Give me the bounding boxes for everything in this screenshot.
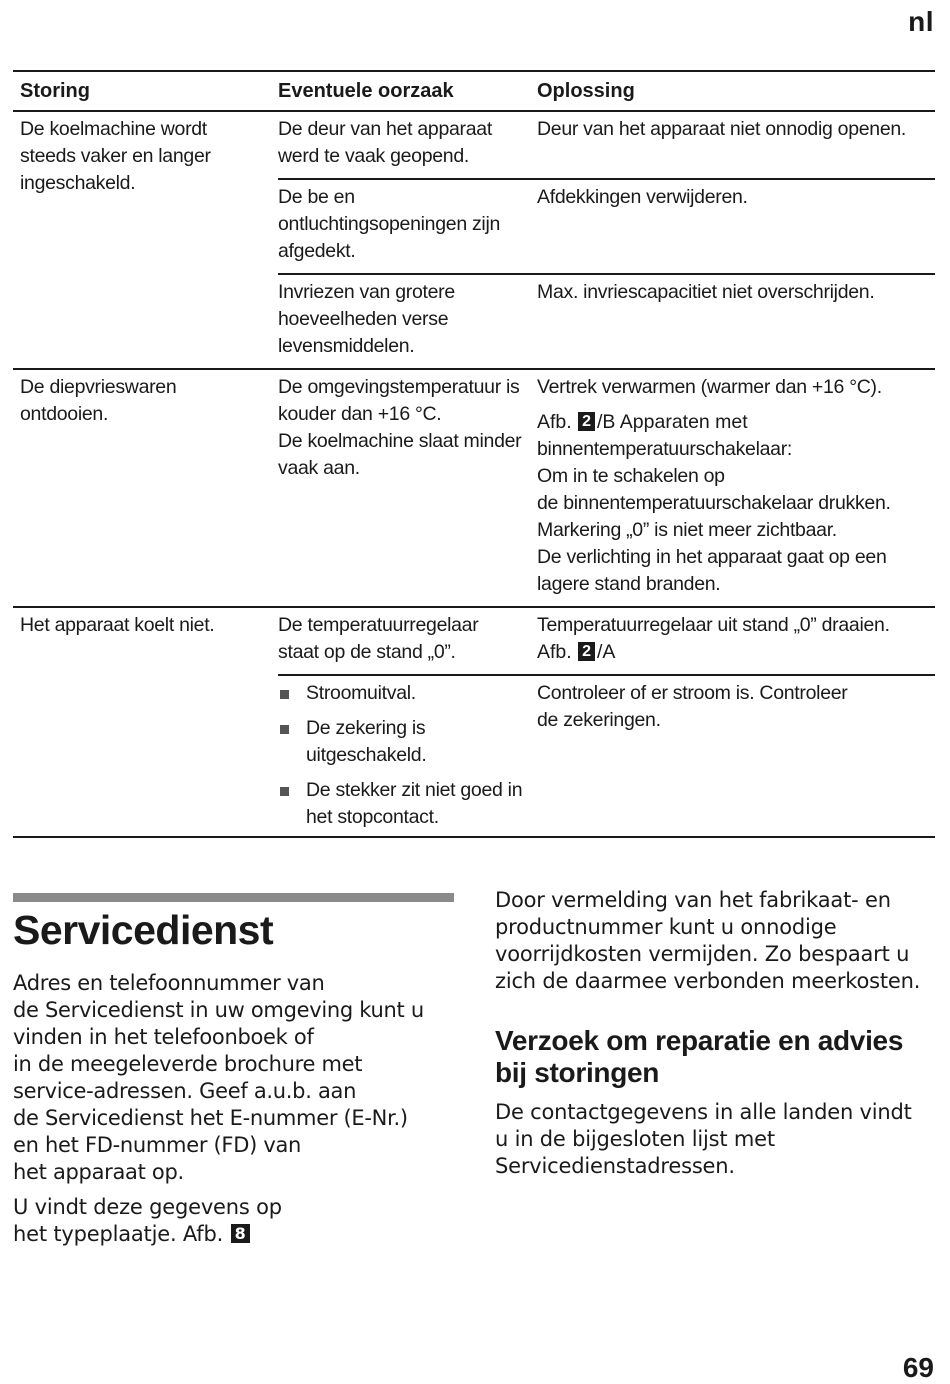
typeplate-line: [13, 1221, 463, 1248]
bullet-item: De stekker zit niet goed in het stopcontact.: [278, 777, 528, 831]
row-divider: [278, 674, 935, 676]
storing-cell: De koelmachine wordt steeds vaker en langer ingeschakeld.: [20, 118, 211, 194]
language-code: nl: [908, 6, 934, 37]
service-paragraph: Adres en telefoonnummer van de Servicedienst in uw omgeving kunt u vinden in het telefoonboek of in de meegeleverde brochure met service-adressen. Geef a.u.b. aan de Servicedienst het E-nummer (E-Nr.) en het FD-nummer (FD) van het apparaat op.: [13, 971, 424, 1184]
cause-text: De koelmachine slaat minder vaak aan.: [278, 430, 522, 479]
row-divider: [278, 273, 935, 275]
storing-cell: De diepvrieswaren ontdooien.: [20, 376, 177, 425]
subsection-title: Verzoek om reparatie en advies bij storingen: [495, 1025, 904, 1088]
storing-cell: Het apparaat koelt niet.: [20, 614, 215, 636]
page-number: 69: [902, 1352, 934, 1383]
row-divider: [278, 178, 935, 180]
section-title: Servicedienst: [13, 907, 274, 953]
solution-cell: [537, 374, 932, 598]
typeplate-line: U vindt deze gegevens op: [13, 1195, 282, 1219]
cause-cell: De deur van het apparaat werd te vaak geopend.: [278, 118, 492, 167]
cause-cell: [278, 374, 528, 482]
cause-cell: De temperatuurregelaar staat op de stand „0”.: [278, 614, 479, 663]
figure-ref: Afb.: [537, 411, 572, 433]
figure-badge: 8: [231, 1224, 250, 1243]
table-row: [13, 608, 935, 836]
cause-cell: De be en ontluchtingsopeningen zijn afgedekt.: [278, 186, 501, 262]
figure-ref-suffix: /A: [597, 641, 616, 663]
table-row: [13, 370, 935, 606]
solution-cell: Deur van het apparaat niet onnodig openen.: [537, 118, 907, 140]
service-text: [13, 970, 463, 1248]
section-bar: [13, 893, 454, 902]
typeplate-ref: het typeplaatje. Afb.: [13, 1222, 224, 1246]
bullet-item: De zekering is uitgeschakeld.: [278, 715, 528, 769]
figure-badge: 2: [578, 412, 595, 431]
solution-steps: binnentemperatuurschakelaar: Om in te schakelen op de binnentemperatuurschakelaar drukken. Markering „0” is niet meer zichtbaar. De verlichting in het apparaat gaat op een lagere stand branden.: [537, 438, 891, 595]
figure-ref-suffix: /B Apparaten met: [597, 411, 748, 433]
bullet-item: Stroomuitval.: [278, 680, 528, 707]
table-header: [13, 72, 935, 112]
solution-cell: Afdekkingen verwijderen.: [537, 186, 748, 208]
table-row: [13, 112, 935, 368]
troubleshooting-table: [13, 70, 935, 838]
service-right-paragraph: Door vermelding van het fabrikaat- en productnummer kunt u onnodige voorrijdkosten vermijden. Zo bespaart u zich de daarmee verbonden meerkosten.: [495, 888, 921, 993]
contact-paragraph: De contactgegevens in alle landen vindt u in de bijgesloten lijst met Servicedienstadressen.: [495, 1100, 912, 1178]
solution-text: Temperatuurregelaar uit stand „0” draaien.: [537, 614, 890, 636]
header-storing: Storing: [20, 79, 90, 102]
cause-text: De omgevingstemperatuur is kouder dan +16 °C.: [278, 376, 520, 425]
figure-ref: Afb.: [537, 641, 572, 663]
solution-cell: Controleer of er stroom is. Controleer de zekeringen.: [537, 682, 848, 731]
header-oplossing: Oplossing: [537, 79, 635, 102]
solution-text: [537, 639, 932, 666]
solution-text: Vertrek verwarmen (warmer dan +16 °C).: [537, 376, 882, 398]
cause-cell: [278, 680, 528, 831]
solution-cell: Max. invriescapacitiet niet overschrijden.: [537, 281, 875, 303]
cause-cell: Invriezen van grotere hoeveelheden verse levensmiddelen.: [278, 281, 455, 357]
service-paragraph: [13, 1194, 463, 1248]
solution-text: [537, 409, 932, 598]
solution-cell: [537, 612, 932, 666]
header-oorzaak: Eventuele oorzaak: [278, 79, 454, 102]
figure-badge: 2: [578, 642, 595, 661]
